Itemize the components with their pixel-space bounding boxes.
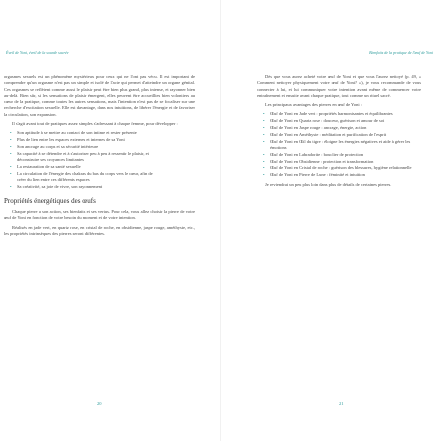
stones-list — [263, 111, 421, 178]
list-item: • Œuf de Yoni en Œil du tigre : éloigne les énergies négatives et aide à gérer les émotions — [263, 139, 421, 152]
list-item: • Sa créativité, sa joie de vivre, son rayonnement — [10, 184, 195, 190]
left-page — [0, 0, 220, 441]
list-intro: Les principaux avantages des pierres en œuf de Yoni : — [265, 102, 362, 108]
list-item: • Plus de lien entre les espaces externes et internes de sa Yoni — [10, 137, 195, 143]
section-heading: Propriétés énergétiques des œufs — [4, 197, 96, 206]
list-item: • Œuf de Yoni en Cristal de roche : guérison des blessures, hygiène relationnelle — [263, 165, 421, 171]
intro-paragraph: Dès que vous aurez acheté votre œuf de Yoni et que vous l'aurez nettoyé (p. 49, « Comment nettoyer physiquement votre œuf de Yoni? »), je vous recommande de vous connecter à lui, et lui communiquer votre intention avant même de commencer votre entraînement et ensuite avant chaque pratique, tout comme un rituel sacré. — [257, 74, 421, 98]
right-page — [221, 0, 441, 441]
list-intro: Il s'agit avant tout de pratiques assez simples s'adressant à chaque femme, pour développer : — [12, 121, 178, 127]
page-number: 20 — [97, 401, 102, 406]
list-item: • Œuf de Yoni en Obsidienne : protection et transformation — [263, 159, 421, 165]
running-header: Bienfaits de la pratique de l'œuf de Yoni — [369, 50, 433, 55]
list-item: • Œuf de Yoni en Pierre de Lune : féminité et intuition — [263, 172, 421, 178]
section-paragraph: Chaque pierre a son action, ses bienfaits et ses vertus. Pour cela, vous allez choisir la pierre de votre œuf de Yoni en fonction de votre besoin du moment et de votre intention. — [4, 209, 195, 221]
list-item: • Œuf de Yoni en Jaspe rouge : ancrage, énergie, action — [263, 125, 421, 131]
page-body — [257, 74, 421, 192]
list-item: • Œuf de Yoni en Labradorite : bouclier de protection — [263, 152, 421, 158]
closing-paragraph: Je reviendrai un peu plus loin dans plus de détails de certaines pierres. — [265, 182, 392, 188]
page-body — [4, 74, 195, 240]
list-item: • Œuf de Yoni en Améthyste : méditation et purification de l'esprit — [263, 132, 421, 138]
list-item: • Œuf de Yoni en Jade vert : propriétés harmonisantes et équilibrantes — [263, 111, 421, 117]
running-header: Éveil de Yoni, éveil de la sourde sacrée — [6, 50, 69, 55]
list-item: • Son ancrage au corps et sa sécurité intérieure — [10, 144, 195, 150]
benefits-list — [10, 130, 195, 190]
list-item: • La circulation de l'énergie des chakras du bas du corps vers le cœur, afin de créer du lien entre ces différents espaces — [10, 171, 195, 184]
list-item: • Sa capacité à se détendre et à s'autoriser peu à peu à ressentir le plaisir, et déconstruire ses croyances limitantes — [10, 151, 195, 164]
list-item: • La restauration de sa santé sexuelle — [10, 164, 195, 170]
intro-paragraph: orgasmes sexuels est un phénomène mystérieux pour ceux qui ne l'ont pas vécu. Il est important de comprendre qu'un orgasme n'est pas un simple et isolé de l'acte qui permet d'atteindre un organe génital. Ces orgasmes se reflètent comme aussi le plaisir peut être bien plus grand, plus intense, et rayonner bien au-delà. Bien sûr, si les sensations de plaisir émergent, elles peuvent être accueillies bien volontiers au cœur de la pratique, comme toutes les autres sensations, mais l'intention n'est pas de se focaliser sur une recherche d'excitation sexuelle. Elle est davantage, dans nos intuitions, de libérer l'énergie et de favoriser la circulation, son expansion. — [4, 74, 195, 117]
list-item: • Œuf de Yoni en Quartz rose : douceur, guérison et amour de soi — [263, 118, 421, 124]
list-item: • Son aptitude à se mettre au contact de son intime et rester présente — [10, 130, 195, 136]
section-paragraph: Réalisés en jade vert, en quartz rose, en cristal de roche, en obsidienne, jaspe rouge, améthyste, etc., les propriétés intrinsèques des pierres seront différentes. — [4, 224, 195, 236]
page-number: 21 — [339, 401, 344, 406]
